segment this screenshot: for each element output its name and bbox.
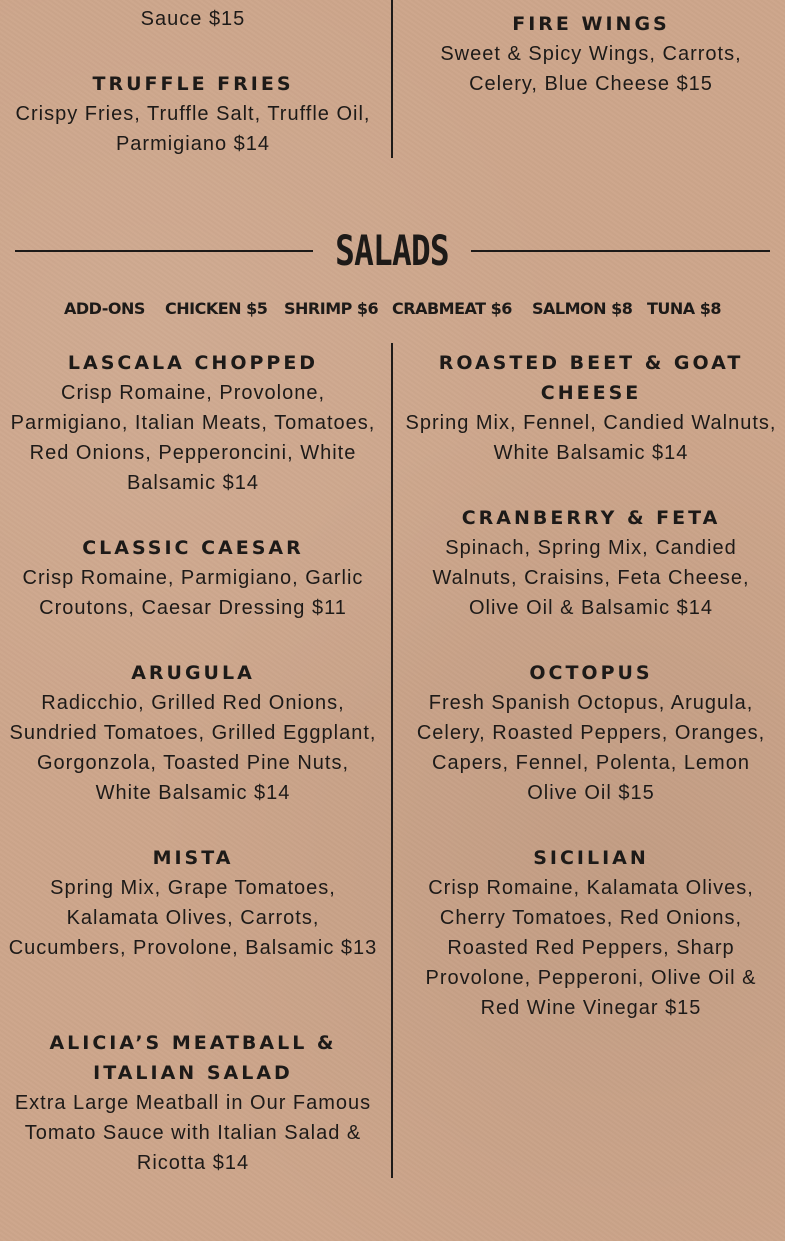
- column-divider-salads: [391, 343, 393, 1178]
- item-name: MISTA: [152, 847, 234, 869]
- header-rule-left: [15, 250, 313, 252]
- menu-item-cranberry-feta: [405, 503, 777, 623]
- item-description: Crisp Romaine, Kalamata Olives, Cherry Tomatoes, Red Onions, Roasted Red Peppers, Sharp Provolone, Pepperoni, Olive Oil & Red Wine Vinegar $15: [425, 877, 757, 1019]
- menu-item-classic-caesar: [8, 533, 378, 623]
- menu-item-octopus: [405, 658, 777, 808]
- item-name: ROASTED BEET & GOAT CHEESE: [438, 352, 744, 404]
- menu-item-mista: [8, 843, 378, 963]
- item-description: Sweet & Spicy Wings, Carrots, Celery, Blue Cheese $15: [440, 43, 742, 95]
- addons-row: [0, 296, 785, 322]
- addon-salmon: SALMON $8: [532, 299, 633, 318]
- menu-item-alicias-meatball: [8, 1028, 378, 1178]
- item-description: Spinach, Spring Mix, Candied Walnuts, Craisins, Feta Cheese, Olive Oil & Balsamic $14: [432, 537, 750, 619]
- addon-tuna: TUNA $8: [647, 299, 722, 318]
- addon-chicken: CHICKEN $5: [165, 299, 268, 318]
- item-name: TRUFFLE FRIES: [92, 73, 294, 95]
- menu-item-lascala-chopped: [8, 348, 378, 498]
- item-name: ARUGULA: [131, 662, 255, 684]
- menu-item-fire-wings: [405, 9, 777, 99]
- item-name: OCTOPUS: [529, 662, 653, 684]
- item-name: CLASSIC CAESAR: [82, 537, 304, 559]
- menu-item-truffle-fries: [8, 69, 378, 159]
- item-description: Sauce $15: [140, 8, 246, 30]
- item-description: Spring Mix, Fennel, Candied Walnuts, White Balsamic $14: [405, 412, 777, 464]
- item-description: Crisp Romaine, Parmigiano, Garlic Croutons, Caesar Dressing $11: [22, 567, 364, 619]
- item-description: Radicchio, Grilled Red Onions, Sundried Tomatoes, Grilled Eggplant, Gorgonzola, Toasted Pine Nuts, White Balsamic $14: [9, 692, 377, 804]
- item-description: Fresh Spanish Octopus, Arugula, Celery, Roasted Peppers, Oranges, Capers, Fennel, Polenta, Lemon Olive Oil $15: [416, 692, 766, 804]
- column-divider-top: [391, 0, 393, 158]
- item-description: Extra Large Meatball in Our Famous Tomato Sauce with Italian Salad & Ricotta $14: [14, 1092, 372, 1174]
- item-name: SICILIAN: [533, 847, 649, 869]
- addon-shrimp: SHRIMP $6: [284, 299, 379, 318]
- addon-crabmeat: CRABMEAT $6: [392, 299, 512, 318]
- menu-item-arugula: [8, 658, 378, 808]
- item-description: Crispy Fries, Truffle Salt, Truffle Oil, Parmigiano $14: [15, 103, 371, 155]
- item-name: LASCALA CHOPPED: [67, 352, 319, 374]
- item-name: FIRE WINGS: [512, 13, 670, 35]
- item-name: CRANBERRY & FETA: [461, 507, 721, 529]
- section-title: SALADS: [335, 226, 449, 275]
- menu-item-sicilian: [405, 843, 777, 1023]
- addons-label: ADD-ONS: [64, 299, 145, 318]
- item-description: Spring Mix, Grape Tomatoes, Kalamata Olives, Carrots, Cucumbers, Provolone, Balsamic $13: [8, 877, 378, 959]
- section-header-salads: [0, 222, 785, 280]
- menu-item-top-left-0: [8, 4, 378, 34]
- item-name: ALICIA’S MEATBALL & ITALIAN SALAD: [49, 1032, 337, 1084]
- menu-item-roasted-beet-goat-cheese: [405, 348, 777, 468]
- item-description: Crisp Romaine, Provolone, Parmigiano, Italian Meats, Tomatoes, Red Onions, Pepperoncini, White Balsamic $14: [10, 382, 376, 494]
- header-rule-right: [471, 250, 770, 252]
